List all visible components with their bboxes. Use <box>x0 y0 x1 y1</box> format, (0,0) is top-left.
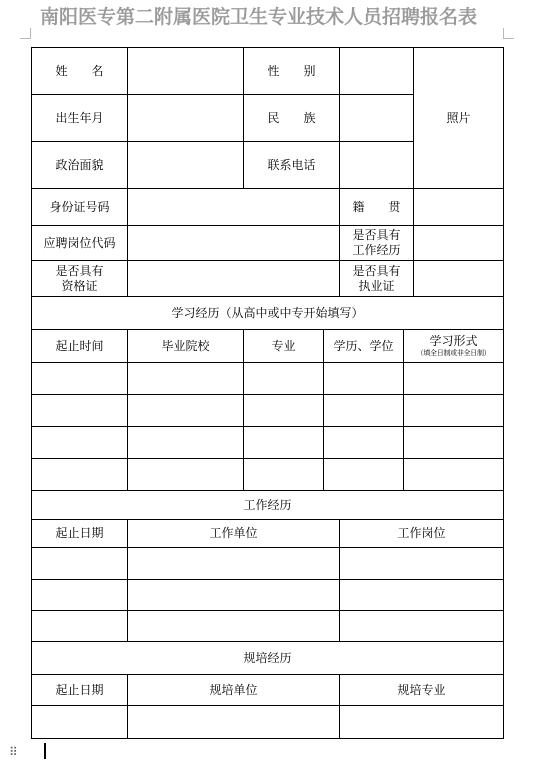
edu-cell[interactable] <box>324 395 404 427</box>
label-native-place: 籍 贯 <box>340 189 414 226</box>
label-ethnicity: 民 族 <box>244 95 340 142</box>
edu-cell[interactable] <box>244 459 324 491</box>
input-politics[interactable] <box>128 142 244 189</box>
label-politics: 政治面貌 <box>32 142 128 189</box>
input-native-place[interactable] <box>414 189 504 226</box>
edu-cell[interactable] <box>244 395 324 427</box>
edu-col-period: 起止时间 <box>32 330 128 363</box>
label-qual-cert-q: 是否具有资格证 <box>32 261 128 297</box>
training-cell[interactable] <box>128 706 340 739</box>
work-cell[interactable] <box>128 611 340 642</box>
work-col-post: 工作岗位 <box>340 520 504 548</box>
input-phone[interactable] <box>340 142 414 189</box>
input-birth[interactable] <box>128 95 244 142</box>
label-work-exp-q: 是否具有工作经历 <box>340 226 414 261</box>
edu-cell[interactable] <box>32 459 128 491</box>
input-qual-cert-q[interactable] <box>128 261 340 297</box>
training-col-period: 起止日期 <box>32 675 128 706</box>
edu-cell[interactable] <box>128 427 244 459</box>
training-cell[interactable] <box>340 706 504 739</box>
edu-col-mode <box>404 330 504 363</box>
edu-cell[interactable] <box>244 363 324 395</box>
drag-handle-icon[interactable]: ⠿ <box>9 745 18 759</box>
edu-col-mode-note: （填全日制或非全日制） <box>416 349 491 357</box>
edu-cell[interactable] <box>404 363 504 395</box>
training-col-major: 规培专业 <box>340 675 504 706</box>
edu-cell[interactable] <box>128 395 244 427</box>
input-ethnicity[interactable] <box>340 95 414 142</box>
input-name[interactable] <box>128 48 244 95</box>
work-cell[interactable] <box>128 580 340 611</box>
label-gender: 性 别 <box>244 48 340 95</box>
input-practice-cert-q[interactable] <box>414 261 504 297</box>
label-name: 姓 名 <box>32 48 128 95</box>
work-cell[interactable] <box>32 611 128 642</box>
label-birth: 出生年月 <box>32 95 128 142</box>
edu-col-major: 专业 <box>244 330 324 363</box>
label-post-code: 应聘岗位代码 <box>32 226 128 261</box>
work-cell[interactable] <box>340 611 504 642</box>
edu-col-school: 毕业院校 <box>128 330 244 363</box>
edu-col-mode-label: 学习形式 <box>429 334 478 348</box>
edu-cell[interactable] <box>404 459 504 491</box>
registration-form-table <box>31 47 504 739</box>
input-gender[interactable] <box>340 48 414 95</box>
edu-cell[interactable] <box>324 363 404 395</box>
label-id-number: 身份证号码 <box>32 189 128 226</box>
work-col-period: 起止日期 <box>32 520 128 548</box>
edu-cell[interactable] <box>404 395 504 427</box>
work-cell[interactable] <box>128 548 340 580</box>
edu-col-degree: 学历、学位 <box>324 330 404 363</box>
input-post-code[interactable] <box>128 226 340 261</box>
work-cell[interactable] <box>32 580 128 611</box>
input-id-number[interactable] <box>128 189 340 226</box>
education-section-header: 学习经历（从高中或中专开始填写） <box>32 297 504 330</box>
photo-cell[interactable]: 照片 <box>414 48 504 189</box>
training-section-header: 规培经历 <box>32 642 504 675</box>
edu-cell[interactable] <box>404 427 504 459</box>
input-work-exp-q[interactable] <box>414 226 504 261</box>
label-practice-cert-q: 是否具有执业证 <box>340 261 414 297</box>
edu-cell[interactable] <box>32 363 128 395</box>
form-title: 南阳医专第二附属医院卫生专业技术人员招聘报名表 <box>40 6 478 28</box>
work-section-header: 工作经历 <box>32 491 504 520</box>
edu-cell[interactable] <box>244 427 324 459</box>
edu-cell[interactable] <box>32 427 128 459</box>
text-cursor <box>44 743 46 759</box>
training-col-unit: 规培单位 <box>128 675 340 706</box>
page-corner-mark-right <box>503 28 514 39</box>
work-col-unit: 工作单位 <box>128 520 340 548</box>
edu-cell[interactable] <box>32 395 128 427</box>
work-cell[interactable] <box>340 580 504 611</box>
edu-cell[interactable] <box>324 459 404 491</box>
training-cell[interactable] <box>32 706 128 739</box>
work-cell[interactable] <box>340 548 504 580</box>
page-corner-mark-left <box>20 28 31 39</box>
edu-cell[interactable] <box>128 459 244 491</box>
edu-cell[interactable] <box>128 363 244 395</box>
label-phone: 联系电话 <box>244 142 340 189</box>
work-cell[interactable] <box>32 548 128 580</box>
edu-cell[interactable] <box>324 427 404 459</box>
